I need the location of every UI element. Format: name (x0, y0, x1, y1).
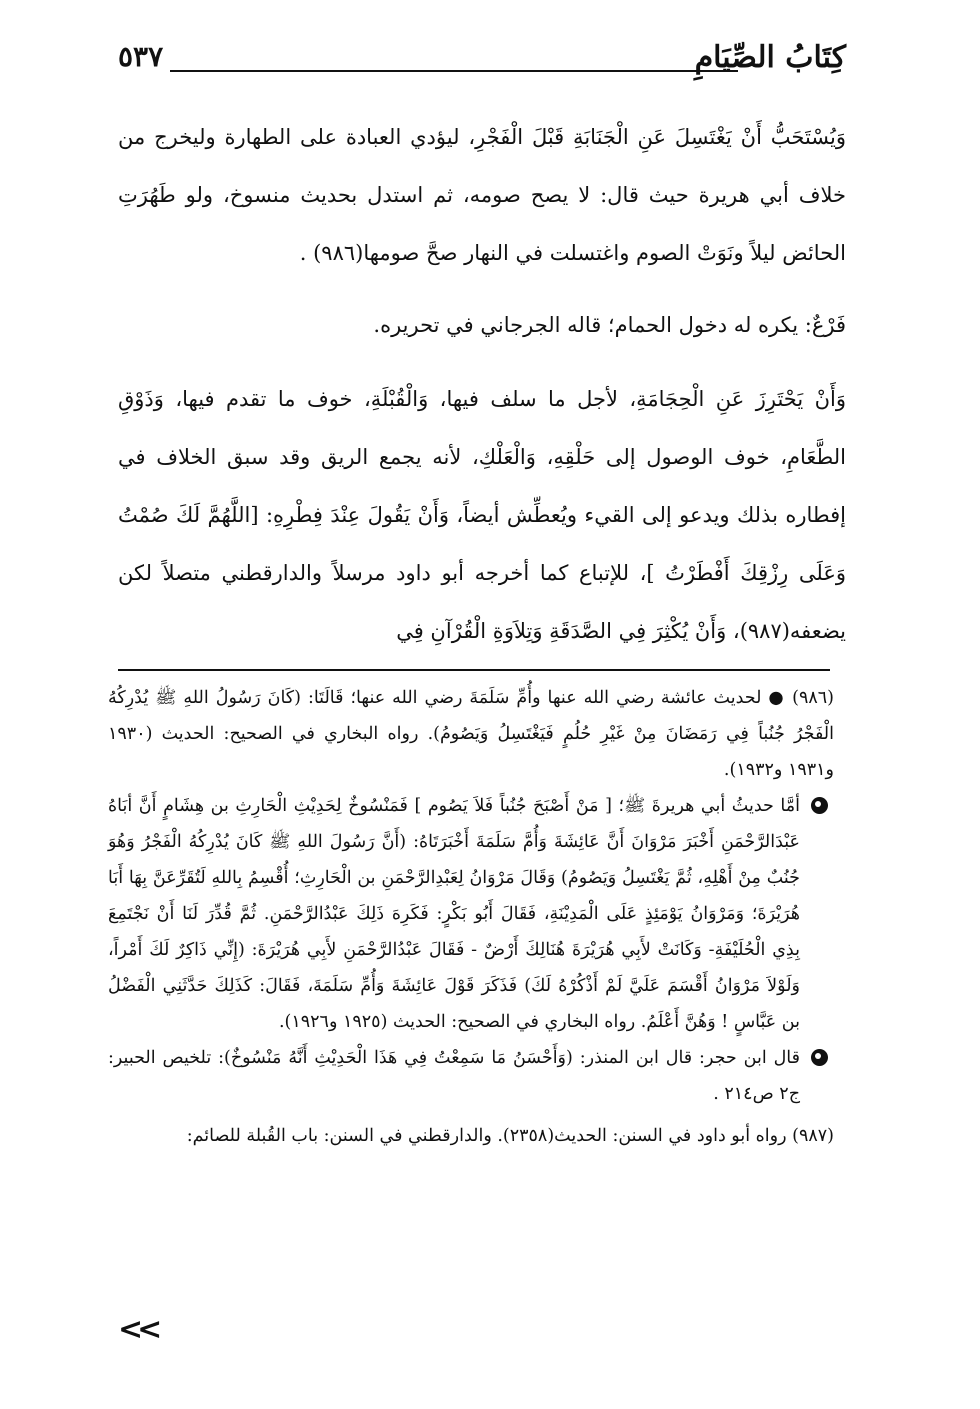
main-text (118, 108, 846, 660)
bullet-icon (811, 797, 828, 814)
footnote-987: (٩٨٧) رواه أبو داود في السنن: الحديث(٢٣٥٨). والدارقطني في السنن: باب القُبلة للصائم: (186, 1126, 834, 1146)
paragraph-ghusl: وَيُسْتَحَبُّ أَنْ يَغْتَسِلَ عَنِ الْجَنَابَةِ قَبْلَ الْفَجْرِ، ليؤدي العبادة على الطهارة وليخرج من خلاف أبي هريرة حيث قال: لا يصح صومه، ثم استدل بحديث منسوخ، ولو طَهُرَتِ الحائض ليلاً ونَوَتْ الصوم واغتسلت في النهار صحَّ صومها(٩٨٦) . (118, 125, 846, 265)
footnotes (108, 680, 834, 1154)
footnote-986: (٩٨٦) ● لحديث عائشة رضي الله عنها وأُمِّ سَلَمَةَ رضي الله عنها؛ قَالَتَا: (كَانَ رَسُولُ اللهِ ﷺ يُدْرِكُهُ الْفَجْرُ جُنُباً فِي رَمَضَانَ مِنْ غَيْرِ حُلُمٍ فَيَغْتَسِلُ وَيَصُومُ). رواه البخاري في الصحيح: الحديث (١٩٣٠ و١٩٣١ و١٩٣٢). (108, 688, 834, 780)
header-rule (170, 70, 738, 72)
continuation-mark: << (118, 1312, 157, 1347)
footnote-986-ibn-hajar (108, 1040, 834, 1112)
page-number: ٥٣٧ (118, 40, 164, 73)
bullet-icon (811, 1049, 828, 1066)
paragraph-far: فَرْعٌ: يكره له دخول الحمام؛ قاله الجرجاني في تحريره. (373, 313, 846, 337)
footnote-986-abu-hurayra (108, 788, 834, 1040)
chapter-title: كِتَابُ الصِّيَامِ (694, 40, 846, 75)
running-header (118, 40, 846, 80)
footnote-986-ibn-hajar-text: قال ابن حجر: قال ابن المنذر: (وَأَحْسَنُ مَا سَمِعْتُ فِي هَذَا الْحَدِيْثِ أَنَّهُ مَنْسُوخٌ): تلخيص الحبير: ج٢ ص٢١٤ . (108, 1048, 800, 1104)
footnote-separator (118, 669, 830, 671)
paragraph-hijama: وَأَنْ يَحْتَرِزَ عَنِ الْحِجَامَةِ، لأجل ما سلف فيها، وَالْقُبْلَةِ، خوف ما تقدم فيها، وَذَوْقِ الطَّعَامِ، خوف الوصول إلى حَلْقِهِ، وَالْعَلْكِ، لأنه يجمع الريق وقد سبق الخلاف في إفطاره بذلك ويدعو إلى القيء ويُعطِّش أيضاً، وَأَنْ يَقُولَ عِنْدَ فِطْرِهِ: [اللَّهُمَّ لَكَ صُمْتُ وَعَلَى رِزْقِكَ أَفْطَرْتُ ]، للإتباع كما أخرجه أبو داود مرسلاً والدارقطني متصلاً لكن يضعفه(٩٨٧)، وَأَنْ يُكْثِرَ فِي الصَّدَقَةِ وَتِلاَوَةِ الْقُرْآنِ فِي (118, 387, 846, 643)
footnote-986-abu-hurayra-text: أمَّا حديثُ أبي هريرةَ ﷺ؛ [ مَنْ أَصْبَحَ جُنُباً فَلاَ يَصُوم ] فَمَنْسُوخٌ لِحَدِيْثِ الْحَارِثِ بن هِشَامٍ أَنَّ أبَاهُ عَبْدَالرَّحْمَنِ أَخْبَرَ مَرْوَانَ أَنَّ عَائِشَةَ وَأُمَّ سَلَمَةَ أَخْبَرَتَاهُ: (أَنَّ رَسُولَ اللهِ ﷺ كَانَ يُدْرِكُهُ الْفَجْرُ وَهُوَ جُنُبٌ مِنْ أَهْلِهِ، ثُمَّ يَغْتَسِلُ وَيَصُومُ) وَقَالَ مَرْوَانُ لِعَبْدِالرَّحْمَنِ بن الْحَارِثِ؛ أُقْسِمُ بِاللهِ لَتُقَرِّعَنَّ بِهَا أَبَا هُرَيْرَةَ؛ وَمَرْوَانُ يَوْمَئِذٍ عَلَى الْمَدِيْنَةِ، فَقَالَ أَبُو بَكْرٍ: فَكَرِهَ ذَلِكَ عَبْدُالرَّحْمَنِ. ثُمَّ قُدِّرَ لَنَا أَنْ نَجْتَمِعَ بِذِي الْحُلَيْفَةِ- وَكَانَتْ لأَبِي هُرَيْرَةَ هُنَالِكَ أَرْضٌ - فَقَالَ عَبْدُالرَّحْمَنِ لأَبِي هُرَيْرَةَ: (إِنِّي ذَاكِرٌ لَكَ أَمْراً، وَلَوْلاَ مَرْوَانُ أَقْسَمَ عَلَيَّ لَمْ أَذْكُرْهُ لَكَ) فَذَكَرَ قَوْلَ عَائِشَةَ وَأُمِّ سَلَمَةَ، فَقَالَ: كَذَلِكَ حَدَّثَنِي الْفَضْلُ بن عَبَّاسٍ ! وَهُنَّ أَعْلَمُ. رواه البخاري في الصحيح: الحديث (١٩٢٥ و١٩٢٦). (108, 796, 800, 1032)
